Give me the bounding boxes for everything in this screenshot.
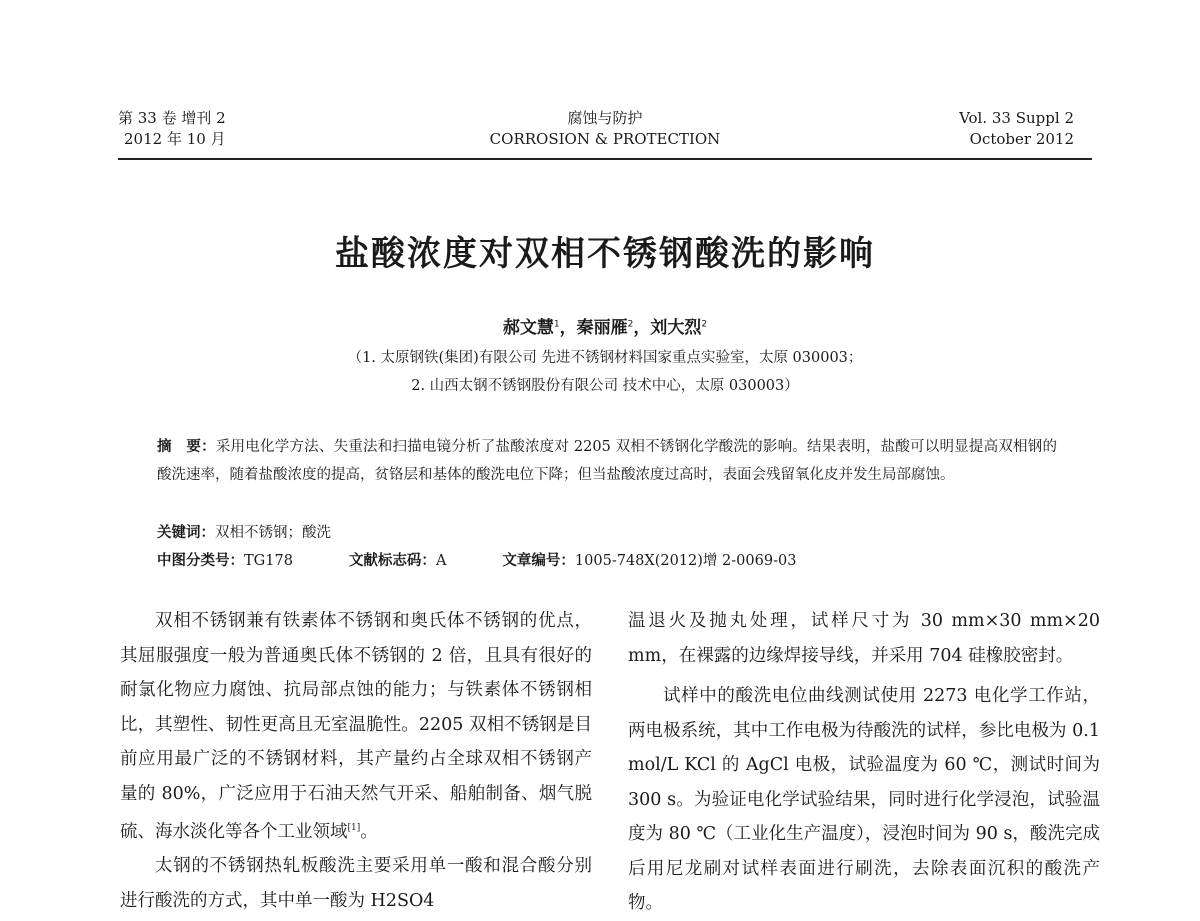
author-name: 刘大烈 xyxy=(650,318,702,338)
affiliation-1: （1. 太原钢铁(集团)有限公司 先进不锈钢材料国家重点实验室，太原 030003； xyxy=(347,350,863,366)
clc-label: 中图分类号： xyxy=(157,553,244,569)
body-paragraph: 试样中的酸洗电位曲线测试使用 2273 电化学工作站，两电极系统，其中工作电极为待酸洗的试样，参比电极为 0.1 mol/L KCl 的 AgCl 电极，试验温度为 60 ℃，测试时间为 300 s。为验证电化学试验结果，同时进行化学浸泡，试验温度为 80 ℃（工业化生产温度），浸泡时间为 90 s，酸洗完成后用尼龙刷对试样表面进行刷洗，去除表面沉积的酸洗产物。 xyxy=(628,686,1100,913)
author-name: 秦丽雁 xyxy=(576,318,628,338)
author-list xyxy=(0,313,1200,338)
article-number: 1005-748X(2012)增 2-0069-03 xyxy=(574,553,797,569)
author-affiliation-mark: 2 xyxy=(627,319,634,330)
author-affiliation-mark: 2 xyxy=(701,319,708,330)
classification-line xyxy=(157,549,796,570)
author-separator: ， xyxy=(559,318,577,338)
affiliation-2: 2. 山西太钢不锈钢股份有限公司 技术中心，太原 030003） xyxy=(411,378,799,394)
header-divider xyxy=(118,158,1092,160)
journal-name-cn: 腐蚀与防护 xyxy=(567,109,643,127)
author-separator: ， xyxy=(633,318,651,338)
abstract-text: 采用电化学方法、失重法和扫描电镜分析了盐酸浓度对 2205 双相不锈钢化学酸洗的影响。结果表明，盐酸可以明显提高双相钢的酸洗速率，随着盐酸浓度的提高，贫铬层和基体的酸洗电位下降；但当盐酸浓度过高时，表面会残留氧化皮并发生局部腐蚀。 xyxy=(157,439,1057,483)
keywords-label: 关键词： xyxy=(157,525,215,541)
keywords-text: 双相不锈钢；酸洗 xyxy=(215,525,331,541)
author-affiliation-mark: 1 xyxy=(553,319,560,330)
volume-issue-en: Vol. 33 Suppl 2 xyxy=(959,109,1074,127)
paper-title: 盐酸浓度对双相不锈钢酸洗的影响 xyxy=(335,234,875,274)
publication-date-en: October 2012 xyxy=(969,130,1074,148)
publication-date: 2012 年 10 月 xyxy=(124,130,226,148)
journal-name-en: CORROSION & PROTECTION xyxy=(489,130,721,148)
article-number-label: 文章编号： xyxy=(502,553,575,569)
abstract-label: 摘 要： xyxy=(157,439,216,455)
journal-volume-info-en xyxy=(880,108,1074,150)
body-column-right xyxy=(628,604,1100,921)
body-paragraph: 太钢的不锈钢热轧板酸洗主要采用单一酸和混合酸分别进行酸洗的方式，其中单一酸为 H2SO4 xyxy=(120,856,592,911)
body-column-left xyxy=(120,604,592,918)
document-code-label: 文献标志码： xyxy=(348,553,436,569)
volume-issue: 第 33 卷 增刊 2 xyxy=(118,109,226,127)
abstract xyxy=(157,433,1057,489)
body-paragraph: 双相不锈钢兼有铁素体不锈钢和奥氏体不锈钢的优点，其屈服强度一般为普通奥氏体不锈钢的 2 倍，且具有很好的耐氯化物应力腐蚀、抗局部点蚀的能力；与铁素体不锈钢相比，其塑性、韧性更高且无室温脆性。2205 双相不锈钢是目前应用最广泛的不锈钢材料，其产量约占全球双相不锈钢产量的 80%，广泛应用于石油天然气开采、船舶制备、烟气脱硫、海水淡化等各个工业领域[1]。 xyxy=(120,611,592,842)
citation-ref: [1] xyxy=(347,823,361,833)
author-name: 郝文慧 xyxy=(502,318,554,338)
keywords xyxy=(157,521,331,542)
document-code: A xyxy=(435,553,447,569)
body-paragraph: 温退火及抛丸处理，试样尺寸为 30 mm×30 mm×20 mm，在裸露的边缘焊接导线，并采用 704 硅橡胶密封。 xyxy=(628,611,1100,666)
clc-number: TG178 xyxy=(244,553,293,569)
